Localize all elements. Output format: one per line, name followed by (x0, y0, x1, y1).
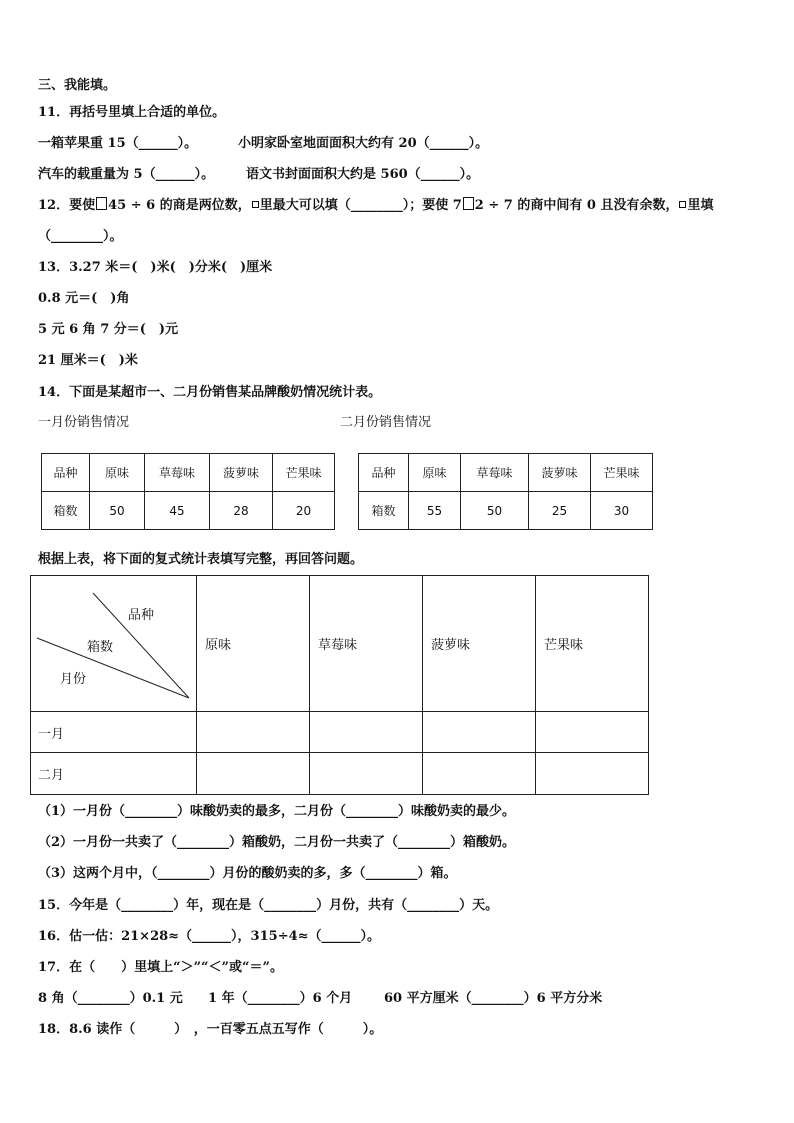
q14-sub3: （3）这两个月中，（________）月份的酸奶卖的多，多（________）箱。 (38, 866, 457, 881)
flavor-column-header: 菠萝味 (423, 576, 536, 712)
feb-value: 55 (409, 492, 461, 530)
q14-stem: 14．下面是某超市一、二月份销售某品牌酸奶情况统计表。 (38, 385, 382, 400)
q12-p5: 里填 (687, 198, 714, 213)
box-icon (463, 197, 474, 210)
flavor-header: 草莓味 (461, 454, 529, 492)
diag-month-label: 月份 (60, 672, 87, 687)
flavor-column-header: 芒果味 (536, 576, 649, 712)
q18: 18．8.6 读作（ ） ，一百零五点五写作（ ）。 (38, 1022, 383, 1037)
jan-value: 50 (90, 492, 145, 530)
q11-a: 一箱苹果重 15（______）。 (38, 136, 198, 151)
q13-a: 13．3.27 米＝( )米( )分米( )厘米 (38, 260, 273, 275)
answer-cell[interactable] (423, 712, 536, 753)
q12-line1 (38, 197, 713, 215)
compound-table (30, 575, 649, 795)
q11-d: 语文书封面面积大约是 560（______）。 (246, 167, 480, 182)
answer-cell[interactable] (536, 753, 649, 795)
answer-cell[interactable] (310, 712, 423, 753)
q15: 15．今年是（________）年，现在是（________）月份，共有（________）天。 (38, 898, 499, 913)
month-row-header: 二月 (31, 753, 197, 795)
small-box-icon (252, 201, 259, 208)
q12-cont: （________）。 (38, 229, 123, 244)
feb-table-title: 二月份销售情况 (340, 415, 432, 430)
q17-stem: 17．在（ ）里填上“＞”“＜”或“＝”。 (38, 960, 283, 975)
flavor-header: 芒果味 (273, 454, 335, 492)
feb-value: 50 (461, 492, 529, 530)
q11-c: 汽车的载重量为 5（______）。 (38, 167, 215, 182)
q11-stem: 11．再括号里填上合适的单位。 (38, 105, 226, 120)
q12-p1: 12．要使 (38, 198, 96, 213)
kind-header: 品种 (359, 454, 409, 492)
q12-p4: 2 ÷ 7 的商中间有 0 且没有余数， (474, 198, 679, 213)
answer-cell[interactable] (197, 753, 310, 795)
q17-a: 8 角（________）0.1 元 (38, 991, 183, 1006)
q14-instruction: 根据上表，将下面的复式统计表填写完整，再回答问题。 (38, 552, 364, 567)
jan-sales-table (41, 453, 335, 530)
diagonal-lines (31, 576, 196, 711)
small-box-icon (679, 201, 686, 208)
count-header: 箱数 (42, 492, 90, 530)
q12-p3: 里最大可以填（________）；要使 7 (259, 198, 462, 213)
q13-d: 21 厘米＝( )米 (38, 353, 138, 368)
diag-count-label: 箱数 (87, 640, 114, 655)
q14-sub1: （1）一月份（________）味酸奶卖的最多，二月份（________）味酸奶卖的最少。 (38, 804, 516, 819)
feb-sales-table (358, 453, 653, 530)
q13-c: 5 元 6 角 7 分＝( )元 (38, 322, 179, 337)
jan-value: 45 (145, 492, 210, 530)
flavor-header: 菠萝味 (529, 454, 591, 492)
flavor-header: 菠萝味 (210, 454, 273, 492)
kind-header: 品种 (42, 454, 90, 492)
q13-b: 0.8 元＝( )角 (38, 291, 130, 306)
section-title: 三、我能填。 (38, 78, 117, 93)
q12-p2: 45 ÷ 6 的商是两位数， (108, 198, 251, 213)
jan-value: 28 (210, 492, 273, 530)
q17-c: 60 平方厘米（________）6 平方分米 (384, 991, 603, 1006)
flavor-header: 原味 (409, 454, 461, 492)
flavor-header: 原味 (90, 454, 145, 492)
feb-value: 30 (591, 492, 653, 530)
feb-value: 25 (529, 492, 591, 530)
answer-cell[interactable] (423, 753, 536, 795)
jan-value: 20 (273, 492, 335, 530)
diagonal-header-cell (31, 576, 197, 712)
count-header: 箱数 (359, 492, 409, 530)
answer-cell[interactable] (197, 712, 310, 753)
month-row-header: 一月 (31, 712, 197, 753)
flavor-column-header: 草莓味 (310, 576, 423, 712)
flavor-column-header: 原味 (197, 576, 310, 712)
q14-sub2: （2）一月份一共卖了（________）箱酸奶，二月份一共卖了（________）箱酸奶。 (38, 835, 516, 850)
q11-b: 小明家卧室地面面积大约有 20（______）。 (238, 136, 489, 151)
q17-b: 1 年（________）6 个月 (208, 991, 353, 1006)
diag-kind-label: 品种 (128, 608, 155, 623)
q16: 16．估一估：21×28≈（______），315÷4≈（______）。 (38, 929, 381, 944)
flavor-header: 草莓味 (145, 454, 210, 492)
box-icon (96, 197, 107, 210)
answer-cell[interactable] (310, 753, 423, 795)
jan-table-title: 一月份销售情况 (38, 415, 130, 430)
answer-cell[interactable] (536, 712, 649, 753)
flavor-header: 芒果味 (591, 454, 653, 492)
